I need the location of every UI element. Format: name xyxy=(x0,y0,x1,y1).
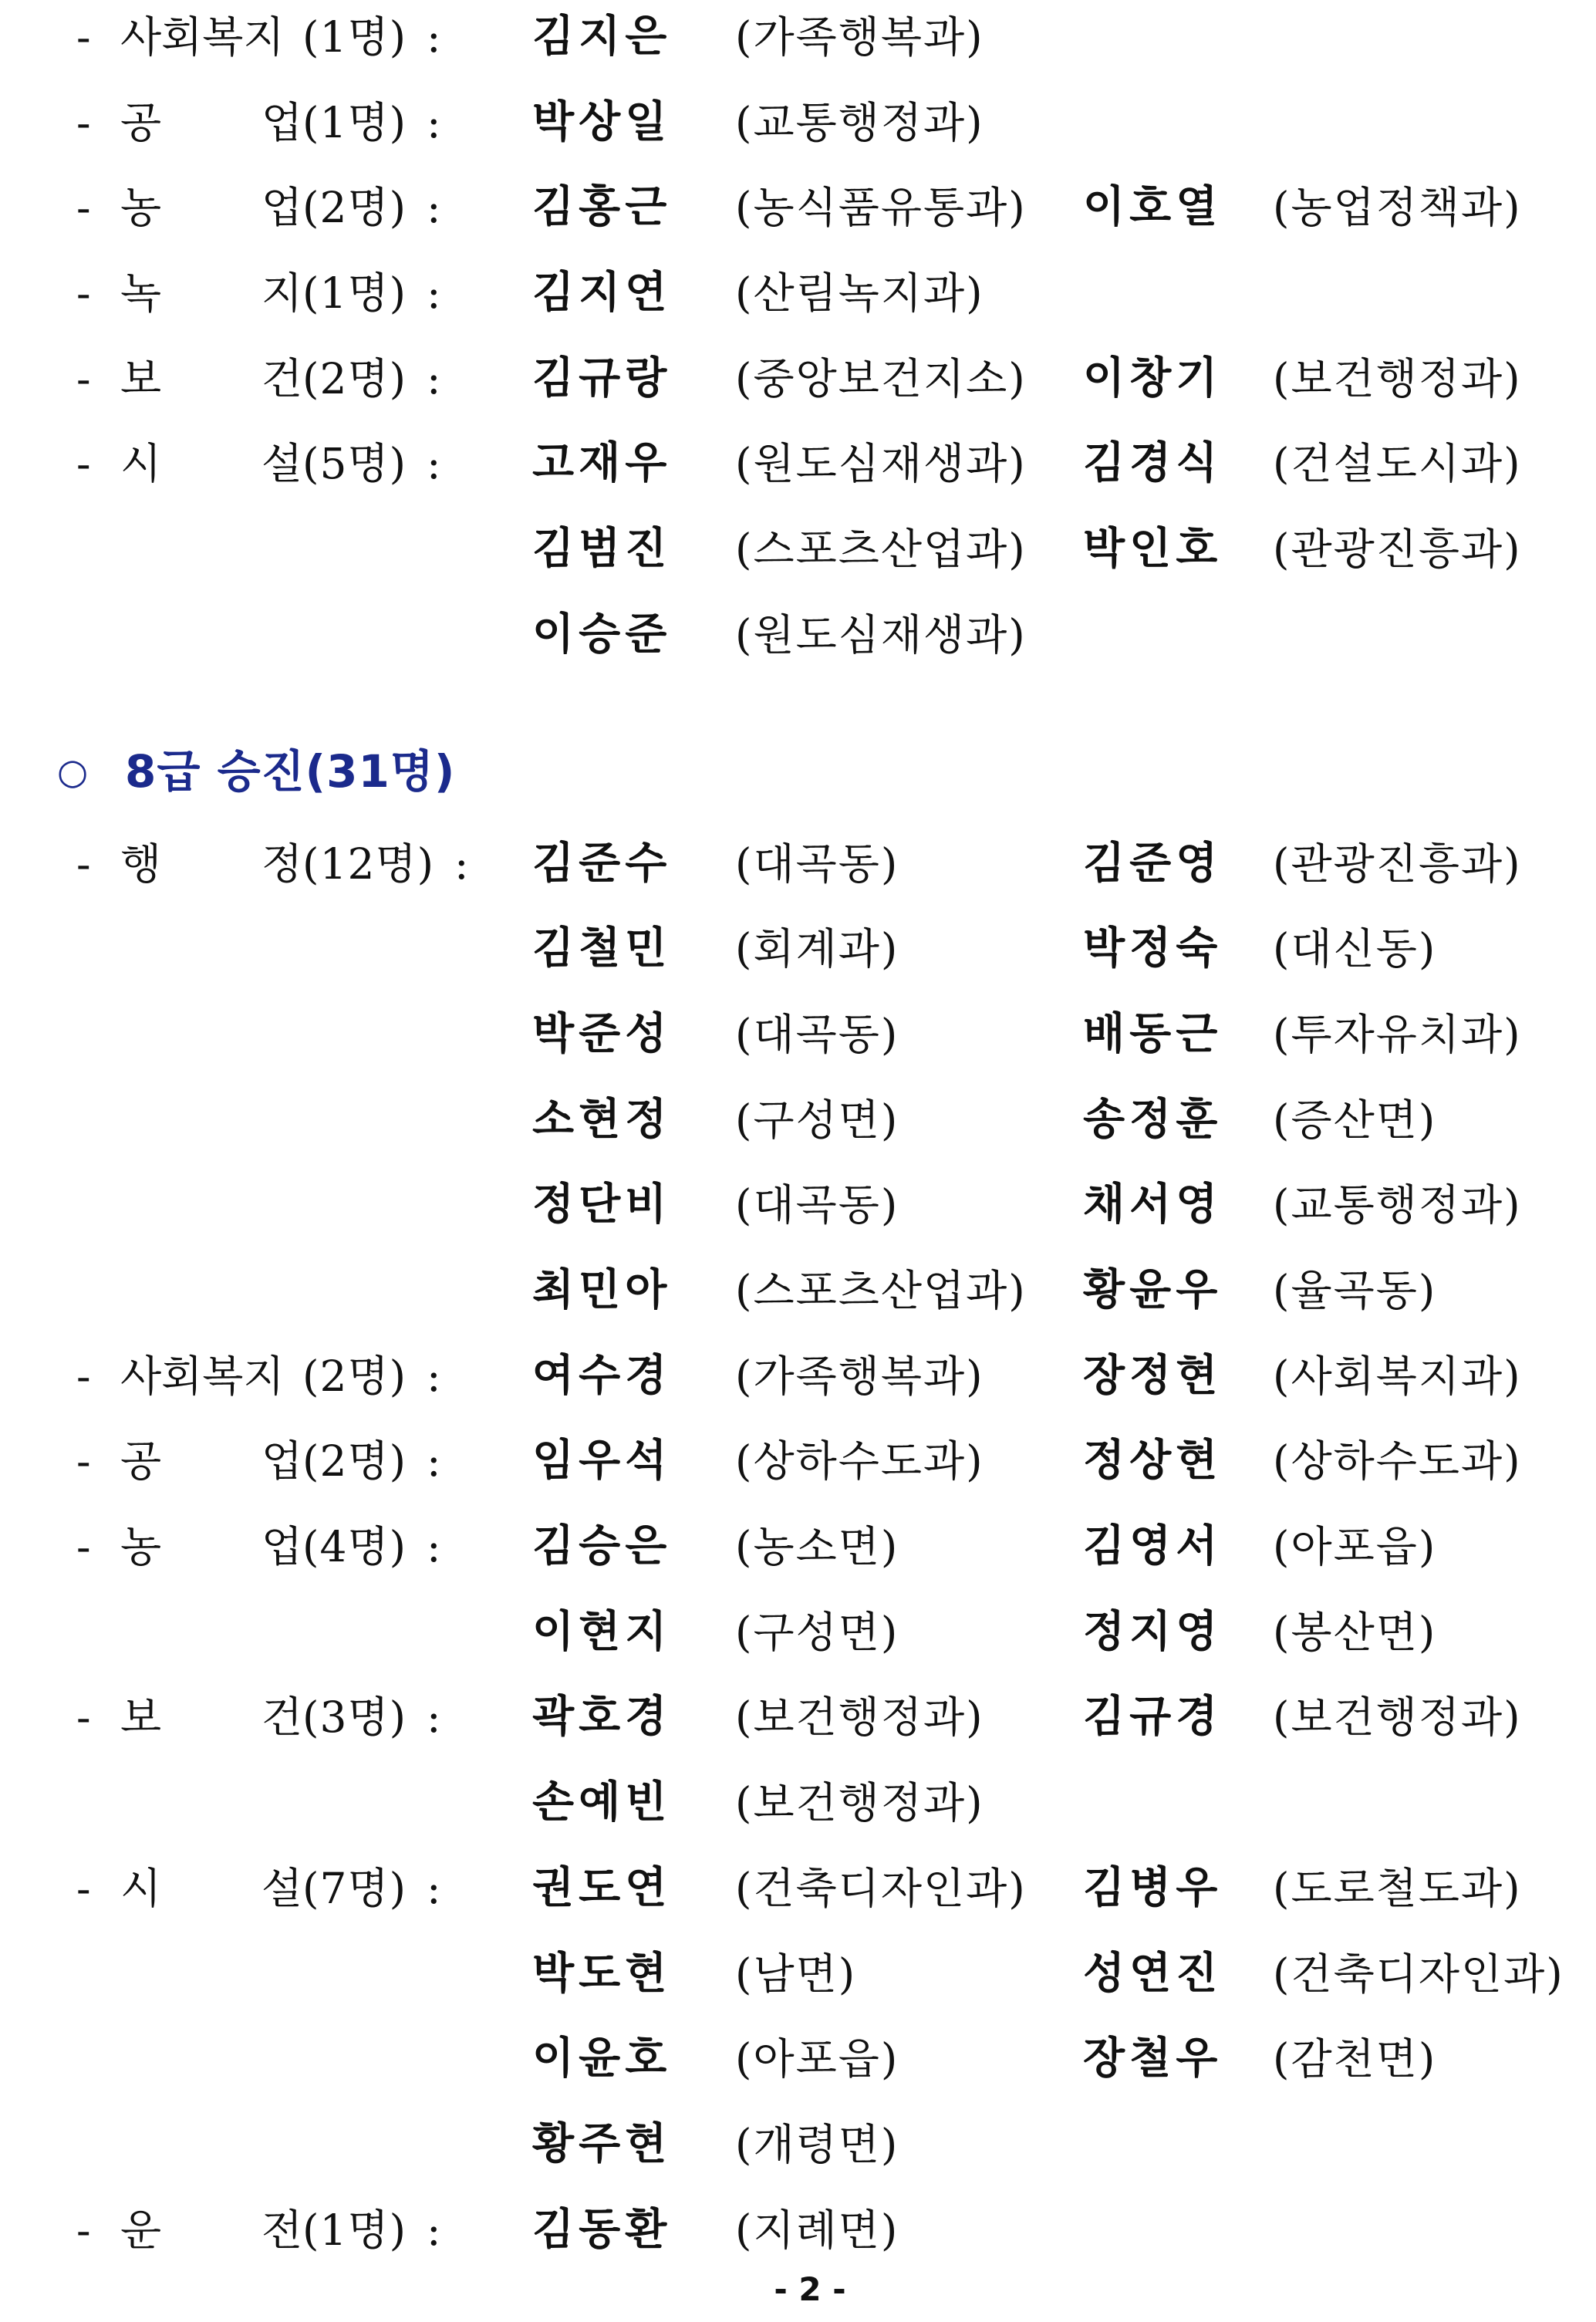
page-number: - 2 - xyxy=(774,2270,846,2308)
employee-name: 박인호 xyxy=(1083,524,1223,575)
category-heading xyxy=(120,80,441,166)
list-dash: - xyxy=(76,268,91,319)
employee-name: 김동환 xyxy=(532,2204,672,2255)
category-group xyxy=(0,1334,1596,1419)
department-name: (대곡동) xyxy=(735,1009,899,1059)
category-label: 시 설 xyxy=(120,439,302,489)
promotion-row xyxy=(0,1932,1596,2017)
category-count: (1명) xyxy=(302,2205,407,2255)
department-name: (스포츠산업과) xyxy=(735,525,1027,575)
employee-name: 김준수 xyxy=(532,838,672,889)
category-label: 보 건 xyxy=(120,1693,302,1743)
promotion-row xyxy=(0,592,1596,678)
category-group xyxy=(0,0,1596,80)
employee-name: 김철민 xyxy=(532,923,672,974)
promotion-row xyxy=(0,1248,1596,1334)
category-colon: : xyxy=(427,97,441,147)
department-name: (중앙보건지소) xyxy=(735,353,1027,403)
department-name: (건축디자인과) xyxy=(735,1863,1027,1913)
department-name: (보건행정과) xyxy=(735,1693,984,1743)
list-dash: - xyxy=(76,12,91,62)
list-dash: - xyxy=(76,353,91,403)
employee-name: 김병우 xyxy=(1083,1862,1223,1913)
promotion-row xyxy=(0,2102,1596,2188)
employee-name: 송정훈 xyxy=(1083,1094,1223,1145)
category-count: (12명) xyxy=(302,839,435,889)
category-colon: : xyxy=(427,2205,441,2255)
category-count: (3명) xyxy=(302,1693,407,1743)
department-name: (스포츠산업과) xyxy=(735,1266,1027,1316)
category-group xyxy=(0,1504,1596,1675)
category-label: 공 업 xyxy=(120,97,302,147)
employee-name: 장철우 xyxy=(1083,2033,1223,2084)
promotion-section xyxy=(0,729,1596,2273)
category-count: (5명) xyxy=(302,439,407,489)
department-name: (보건행정과) xyxy=(1273,1693,1522,1743)
list-dash: - xyxy=(76,97,91,147)
promotion-row xyxy=(0,1334,1596,1419)
department-name: (건축디자인과) xyxy=(1273,1949,1564,1999)
employee-name: 이윤호 xyxy=(532,2033,672,2084)
employee-name: 김지은 xyxy=(532,12,672,62)
department-name: (도로철도과) xyxy=(1273,1863,1522,1913)
department-name: (대곡동) xyxy=(735,1180,899,1230)
category-label: 농 업 xyxy=(120,1522,302,1572)
category-colon: : xyxy=(427,439,441,489)
category-colon: : xyxy=(427,1693,441,1743)
employee-name: 김승은 xyxy=(532,1521,672,1572)
department-name: (농식품유통과) xyxy=(735,183,1027,233)
category-count: (1명) xyxy=(302,268,407,319)
employee-name: 김지연 xyxy=(532,268,672,319)
category-group xyxy=(0,2188,1596,2273)
employee-name: 이호열 xyxy=(1083,182,1223,233)
category-heading xyxy=(120,0,441,80)
category-label: 보 건 xyxy=(120,353,302,403)
department-name: (상하수도과) xyxy=(735,1436,984,1487)
category-label: 시 설 xyxy=(120,1863,302,1913)
employee-name: 장정현 xyxy=(1083,1350,1223,1401)
department-name: (증산면) xyxy=(1273,1095,1437,1145)
department-name: (보건행정과) xyxy=(1273,353,1522,403)
circle-bullet-icon: ○ xyxy=(57,750,89,792)
promotion-row xyxy=(0,80,1596,166)
list-dash: - xyxy=(76,1522,91,1572)
promotion-row xyxy=(0,1419,1596,1504)
department-name: (관광진흥과) xyxy=(1273,525,1522,575)
department-name: (아포읍) xyxy=(1273,1522,1437,1572)
category-heading xyxy=(120,1846,441,1932)
category-colon: : xyxy=(427,353,441,403)
promotion-row xyxy=(0,1078,1596,1163)
department-name: (개령면) xyxy=(735,2119,899,2169)
category-count: (1명) xyxy=(302,97,407,147)
category-heading xyxy=(120,165,441,251)
promotion-row xyxy=(0,165,1596,251)
category-heading xyxy=(120,251,441,336)
list-dash: - xyxy=(76,1863,91,1913)
section-heading xyxy=(0,729,1596,815)
category-group xyxy=(0,822,1596,1334)
category-count: (2명) xyxy=(302,1436,407,1487)
employee-name: 고재우 xyxy=(532,438,672,489)
department-name: (지례면) xyxy=(735,2205,899,2255)
promotion-row xyxy=(0,2188,1596,2273)
employee-name: 박준성 xyxy=(532,1008,672,1059)
category-count: (7명) xyxy=(302,1863,407,1913)
promotion-row xyxy=(0,0,1596,80)
list-dash: - xyxy=(76,183,91,233)
promotion-row xyxy=(0,421,1596,507)
employee-name: 채서영 xyxy=(1083,1180,1223,1230)
category-heading xyxy=(120,1504,441,1590)
category-heading xyxy=(120,1334,441,1419)
category-heading xyxy=(120,336,441,422)
category-colon: : xyxy=(427,1863,441,1913)
employee-name: 김경식 xyxy=(1083,438,1223,489)
department-name: (사회복지과) xyxy=(1273,1351,1522,1401)
list-dash: - xyxy=(76,1693,91,1743)
employee-name: 정단비 xyxy=(532,1180,672,1230)
category-colon: : xyxy=(427,268,441,319)
category-count: (4명) xyxy=(302,1522,407,1572)
category-heading xyxy=(120,421,441,507)
employee-name: 정지영 xyxy=(1083,1606,1223,1657)
list-dash: - xyxy=(76,1436,91,1487)
list-dash: - xyxy=(76,2205,91,2255)
section-title: 8급 승진(31명) xyxy=(125,744,456,798)
department-name: (아포읍) xyxy=(735,2034,899,2084)
category-label: 농 업 xyxy=(120,183,302,233)
category-group xyxy=(0,336,1596,422)
employee-name: 김홍근 xyxy=(532,182,672,233)
category-colon: : xyxy=(454,839,469,889)
promotion-row xyxy=(0,251,1596,336)
employee-name: 박상일 xyxy=(532,96,672,147)
promotion-row xyxy=(0,822,1596,907)
category-heading xyxy=(120,1675,441,1760)
category-count: (2명) xyxy=(302,183,407,233)
department-name: (가족행복과) xyxy=(735,12,984,62)
department-name: (감천면) xyxy=(1273,2034,1437,2084)
promotion-row xyxy=(0,906,1596,992)
employee-name: 김범진 xyxy=(532,524,672,575)
department-name: (구성면) xyxy=(735,1095,899,1145)
employee-name: 김준영 xyxy=(1083,838,1223,889)
employee-name: 곽호경 xyxy=(532,1692,672,1743)
category-group xyxy=(0,421,1596,677)
employee-name: 손예빈 xyxy=(532,1777,672,1828)
department-name: (원도심재생과) xyxy=(735,439,1027,489)
department-name: (구성면) xyxy=(735,1607,899,1657)
promotion-row xyxy=(0,1504,1596,1590)
employee-name: 박도현 xyxy=(532,1948,672,1999)
department-name: (교통행정과) xyxy=(735,97,984,147)
category-label: 사회복지 xyxy=(120,12,285,62)
employee-name: 최민아 xyxy=(532,1265,672,1316)
category-label: 공 업 xyxy=(120,1436,302,1487)
department-name: (투자유치과) xyxy=(1273,1009,1522,1059)
category-colon: : xyxy=(427,1522,441,1572)
category-colon: : xyxy=(427,12,441,62)
category-count: (1명) xyxy=(302,12,407,62)
employee-name: 박정숙 xyxy=(1083,923,1223,974)
department-name: (봉산면) xyxy=(1273,1607,1437,1657)
employee-name: 황주현 xyxy=(532,2118,672,2169)
list-dash: - xyxy=(76,839,91,889)
category-heading xyxy=(120,822,469,907)
employee-name: 권도연 xyxy=(532,1862,672,1913)
department-name: (대곡동) xyxy=(735,839,899,889)
promotion-row xyxy=(0,336,1596,422)
department-name: (산림녹지과) xyxy=(735,268,984,319)
employee-name: 김영서 xyxy=(1083,1521,1223,1572)
employee-name: 소현정 xyxy=(532,1094,672,1145)
category-heading xyxy=(120,1419,441,1504)
category-group xyxy=(0,165,1596,251)
department-name: (남면) xyxy=(735,1949,857,1999)
category-label: 녹 지 xyxy=(120,268,302,319)
promotion-row xyxy=(0,1590,1596,1676)
employee-name: 여수경 xyxy=(532,1350,672,1401)
employee-name: 배동근 xyxy=(1083,1008,1223,1059)
list-dash: - xyxy=(76,1351,91,1401)
employee-name: 김규경 xyxy=(1083,1692,1223,1743)
category-group xyxy=(0,1675,1596,1845)
promotion-section xyxy=(0,0,1596,678)
promotion-row xyxy=(0,1675,1596,1760)
employee-name: 이승준 xyxy=(532,609,672,660)
category-label: 사회복지 xyxy=(120,1351,285,1401)
department-name: (농소면) xyxy=(735,1522,899,1572)
category-count: (2명) xyxy=(302,353,407,403)
department-name: (회계과) xyxy=(735,924,899,974)
department-name: (원도심재생과) xyxy=(735,609,1027,660)
department-name: (농업정책과) xyxy=(1273,183,1522,233)
department-name: (가족행복과) xyxy=(735,1351,984,1401)
employee-name: 황윤우 xyxy=(1083,1265,1223,1316)
category-group xyxy=(0,80,1596,166)
department-name: (상하수도과) xyxy=(1273,1436,1522,1487)
promotion-row xyxy=(0,2017,1596,2102)
category-heading xyxy=(120,2188,441,2273)
promotion-row xyxy=(0,507,1596,592)
promotion-row xyxy=(0,1163,1596,1248)
department-name: (율곡동) xyxy=(1273,1266,1437,1316)
promotion-row xyxy=(0,1760,1596,1846)
department-name: (교통행정과) xyxy=(1273,1180,1522,1230)
employee-name: 이현지 xyxy=(532,1606,672,1657)
employee-name: 이창기 xyxy=(1083,353,1223,403)
category-group xyxy=(0,1419,1596,1504)
promotion-row xyxy=(0,1846,1596,1932)
promotion-row xyxy=(0,992,1596,1078)
department-name: (건설도시과) xyxy=(1273,439,1522,489)
employee-name: 정상현 xyxy=(1083,1436,1223,1487)
category-label: 행 정 xyxy=(120,839,302,889)
category-group xyxy=(0,1846,1596,2188)
department-name: (관광진흥과) xyxy=(1273,839,1522,889)
employee-name: 성연진 xyxy=(1083,1948,1223,1999)
category-count: (2명) xyxy=(302,1351,407,1401)
category-colon: : xyxy=(427,1351,441,1401)
category-colon: : xyxy=(427,1436,441,1487)
category-label: 운 전 xyxy=(120,2205,302,2255)
category-group xyxy=(0,251,1596,336)
list-dash: - xyxy=(76,439,91,489)
category-colon: : xyxy=(427,183,441,233)
employee-name: 임우석 xyxy=(532,1436,672,1487)
department-name: (대신동) xyxy=(1273,924,1437,974)
department-name: (보건행정과) xyxy=(735,1778,984,1828)
employee-name: 김규랑 xyxy=(532,353,672,403)
